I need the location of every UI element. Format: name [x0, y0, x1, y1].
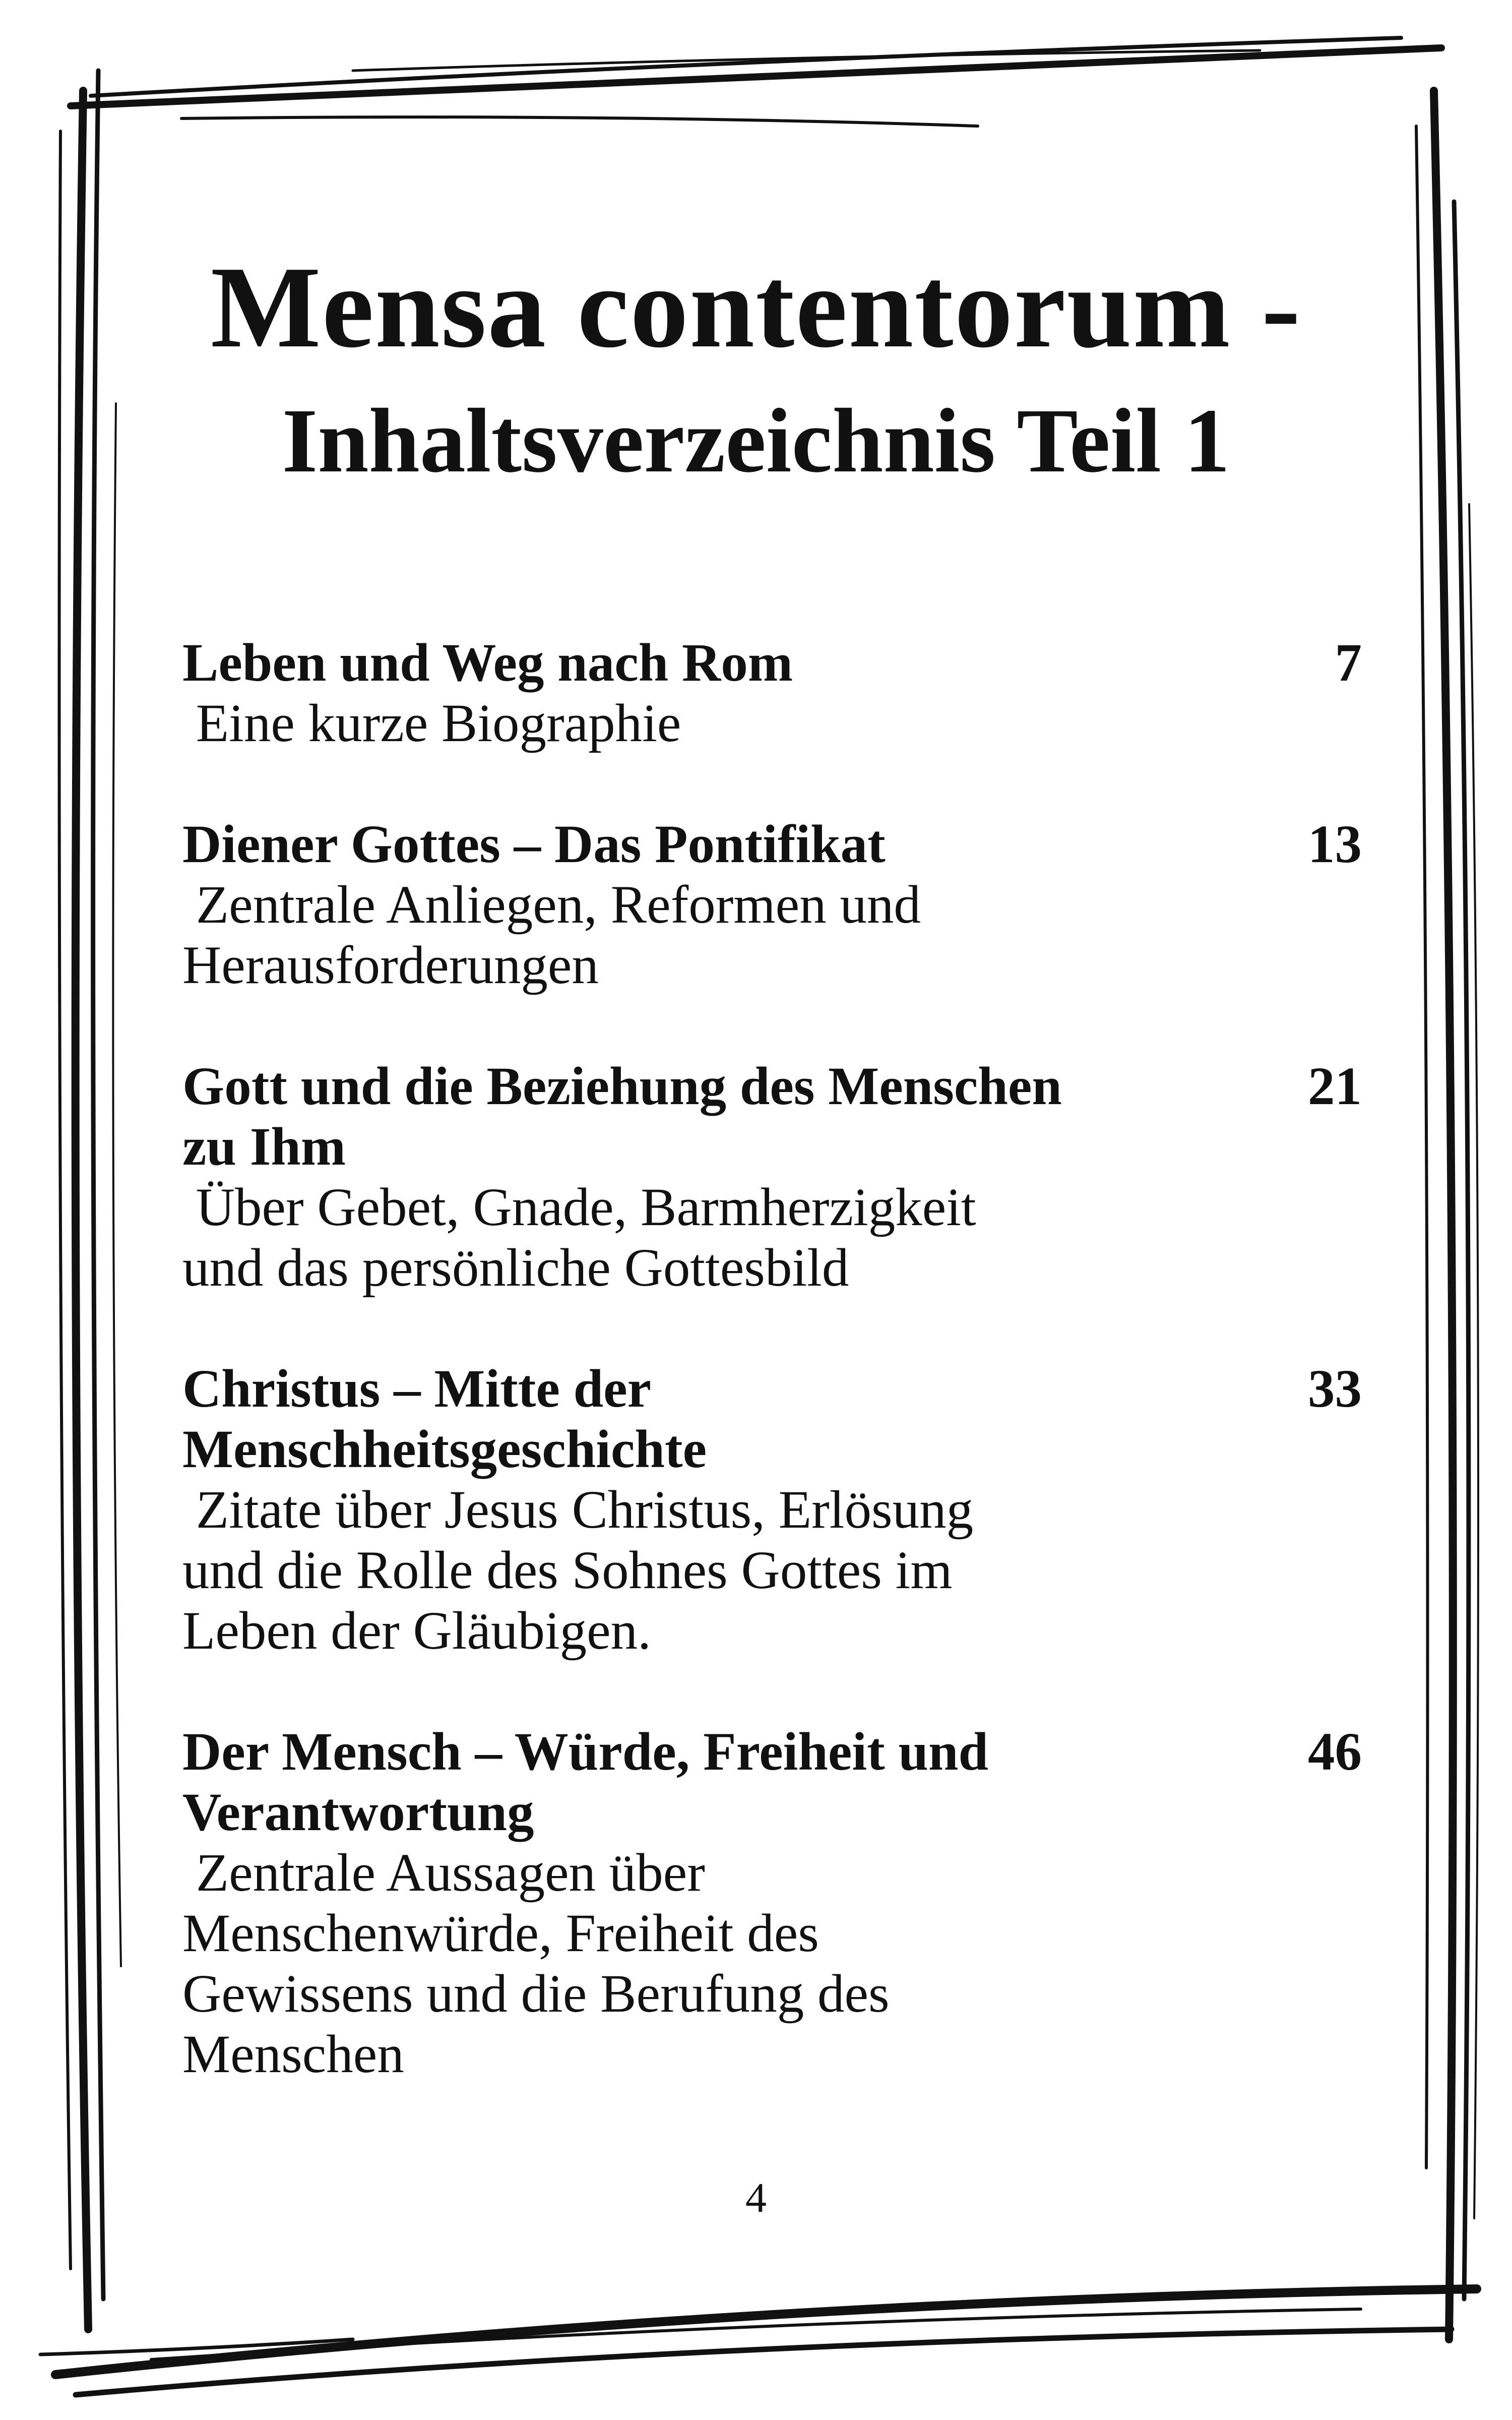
- table-of-contents: [182, 1359, 1362, 1661]
- entry-description: Zitate über Jesus Christus, Erlösung und die Rolle des Sohnes Gottes im Leben der Gläubigen.: [182, 1480, 974, 1661]
- entry-title: Gott und die Beziehung des Menschen zu Ihm: [182, 1057, 1062, 1177]
- page-number: 4: [745, 2174, 767, 2221]
- toc-entry: [182, 633, 1362, 754]
- entry-title: Leben und Weg nach Rom: [182, 633, 793, 693]
- entry-description: Über Gebet, Gnade, Barmherzigkeit und das persönliche Gottesbild: [182, 1178, 976, 1298]
- toc-entry: [182, 814, 1362, 996]
- table-of-contents: [182, 814, 1362, 996]
- table-of-contents: [182, 1056, 1362, 1298]
- entry-description: Zentrale Aussagen über Menschenwürde, Freiheit des Gewissens und die Berufung des Menschen: [182, 1843, 890, 2084]
- entry-page-number: 46: [1308, 1722, 1362, 1782]
- title-line-1: Mensa contentorum -: [210, 243, 1302, 372]
- toc-entry: [182, 1056, 1362, 1298]
- toc-entry: [182, 1359, 1362, 1661]
- entry-page-number: 21: [1308, 1057, 1362, 1116]
- title-line-2: Inhaltsverzeichnis Teil 1: [282, 390, 1230, 492]
- entry-page-number: 7: [1335, 633, 1362, 693]
- entry-title: Christus – Mitte der Menschheitsgeschichte: [182, 1359, 707, 1479]
- table-of-contents: [182, 1722, 1362, 2085]
- table-of-contents: [182, 633, 1362, 754]
- entry-page-number: 13: [1308, 815, 1362, 874]
- entry-title: Der Mensch – Würde, Freiheit und Verantwortung: [182, 1722, 989, 1842]
- entry-title: Diener Gottes – Das Pontifikat: [182, 815, 886, 874]
- entry-description: Zentrale Anliegen, Reformen und Herausforderungen: [182, 875, 921, 995]
- entry-page-number: 33: [1308, 1359, 1362, 1419]
- entry-description: Eine kurze Biographie: [182, 694, 681, 753]
- toc-entry: [182, 1722, 1362, 2085]
